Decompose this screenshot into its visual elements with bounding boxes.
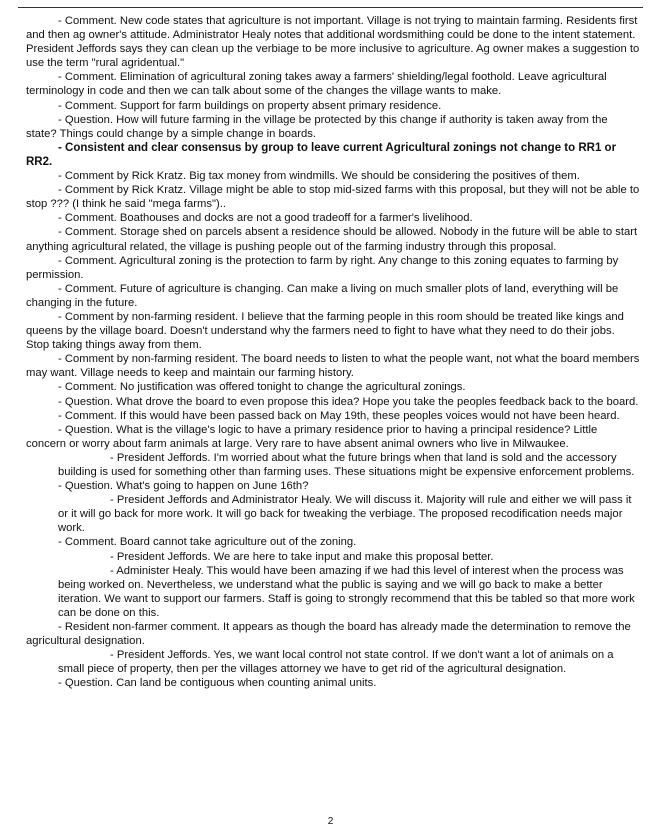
minutes-entry: - Question. What drove the board to even propose this idea? Hope you take the peoples feedback back to the board. (58, 395, 639, 408)
minutes-entry: - President Jeffords. I'm worried about what the future brings when that land is sold and the accessory building is used for something other than farming uses. These situations might be expensive enforcement problems. (58, 451, 635, 478)
minutes-entry: - Comment. Future of agriculture is changing. Can make a living on much smaller plots of land, everything will be changing in the future. (26, 282, 619, 309)
minutes-entry: - Question. What's going to happen on June 16th? (58, 480, 309, 493)
minutes-entry: - Comment. Storage shed on parcels absent a residence should be allowed. Nobody in the future will be able to start anything agricultural related, the village is pushing people out of the farming industry through this proposal. (26, 226, 638, 253)
consensus-statement: - Consistent and clear consensus by group to leave current Agricultural zonings not change to RR1 or RR2. (26, 141, 617, 168)
minutes-entry: - Comment. Elimination of agricultural zoning takes away a farmers' shielding/legal foothold. Leave agricultural terminology in code and then we can talk about some of the changes the village wants to make. (26, 71, 607, 98)
minutes-entry: - President Jeffords. Yes, we want local control not state control. If we don't want a lot of animals on a small piece of property, then per the villages attorney we have to get rid of the agricultural designation. (58, 649, 614, 676)
minutes-entry: - Question. Can land be contiguous when counting animal units. (58, 677, 377, 690)
minutes-entry: - Comment. Boathouses and docks are not a good tradeoff for a farmer's livelihood. (58, 212, 473, 225)
minutes-entry: - Comment. Board cannot take agriculture out of the zoning. (58, 536, 357, 549)
minutes-entry: - Question. What is the village's logic to have a primary residence prior to having a principal residence? Little concern or worry about farm animals at large. Very rare to have absent animal owners who live in Milwaukee. (26, 423, 598, 450)
minutes-entry: - Comment. New code states that agriculture is not important. Village is not trying to maintain farming. Residents first and then ag owner's attitude. Administrator Healy notes that additional wordsmithing could be done to the intent statement. President Jeffords says they can clean up the verbiage to be more inclusive to agriculture. Ag owner makes a suggestion to use the term "rural agridentual." (26, 15, 640, 70)
minutes-entry: - Comment. Support for farm buildings on property absent primary residence. (58, 99, 442, 112)
minutes-entry: - Comment by Rick Kratz. Big tax money from windmills. We should be considering the positives of them. (58, 170, 580, 183)
minutes-entry: - President Jeffords and Administrator Healy. We will discuss it. Majority will rule and either we will pass it or it will go back for more work. It will go back for tweaking the verbiage. The proposed recodification needs major work. (58, 494, 632, 535)
minutes-entry: - President Jeffords. We are here to take input and make this proposal better. (110, 550, 494, 563)
top-rule (18, 7, 643, 8)
minutes-entry: - Resident non-farmer comment. It appears as though the board has already made the determination to remove the agricultural designation. (26, 621, 631, 648)
minutes-entry: - Question. How will future farming in the village be protected by this change if authority is taken away from the state? Things could change by a simple change in boards. (26, 113, 608, 140)
minutes-entry: - Comment by non-farming resident. The board needs to listen to what the people want, not what the board members may want. Village needs to keep and maintain our farming history. (26, 353, 640, 380)
minutes-entry: - Comment by Rick Kratz. Village might be able to stop mid-sized farms with this proposal, but they will not be able to stop ??? (I think he said "mega farms").. (26, 184, 640, 211)
minutes-entry: - Comment. If this would have been passed back on May 19th, these peoples voices would not have been heard. (58, 409, 620, 422)
minutes-entry: - Comment. No justification was offered tonight to change the agricultural zonings. (58, 381, 466, 394)
document-body (26, 14, 640, 691)
minutes-entry: - Comment by non-farming resident. I believe that the farming people in this room should be treated like kings and queens by the village board. Doesn't understand why the farmers need to fight to have what they need to do their jobs. Stop taking things away from them. (26, 310, 624, 352)
page-number: 2 (327, 816, 334, 827)
minutes-entry: - Administer Healy. This would have been amazing if we had this level of interest when the process was being worked on. Nevertheless, we understand what the public is saying and we will go back to make a better iteration. We want to support our farmers. Staff is going to strongly recommend that this be tabled so that more work can be done on this. (58, 564, 635, 619)
minutes-entry: - Comment. Agricultural zoning is the protection to farm by right. Any change to this zoning equates to farming by permission. (26, 254, 619, 281)
